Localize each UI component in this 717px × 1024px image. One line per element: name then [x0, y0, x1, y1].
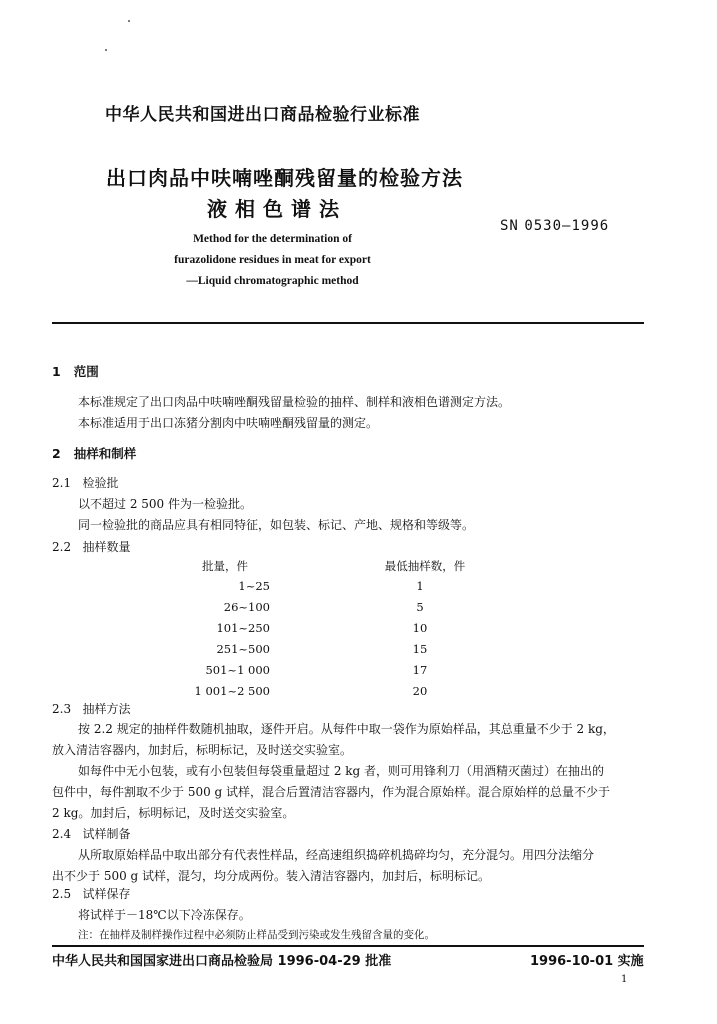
- subsection-title: 抽样方法: [82, 702, 131, 716]
- paragraph-line: 出不少于 500 g 试样，混匀，均分成两份。装入清洁容器内，加封后，标明标记。: [52, 869, 491, 883]
- section-number: 2: [52, 446, 61, 461]
- page-number: 1: [621, 974, 628, 985]
- table-cell-min-samples: 20: [412, 684, 428, 698]
- table-header-lot-size: 批量，件: [202, 559, 248, 573]
- english-title-line: furazolidone residues in meat for export: [174, 254, 371, 266]
- chinese-title: 出口肉品中呋喃唑酮残留量的检验方法: [106, 166, 463, 190]
- subsection-number: 2.1: [52, 476, 72, 490]
- table-cell-lot-size: 251~500: [216, 642, 270, 656]
- paragraph: 本标准适用于出口冻猪分割肉中呋喃唑酮残留量的测定。: [78, 416, 379, 430]
- subsection-heading: [52, 474, 119, 491]
- section-heading: [52, 362, 99, 380]
- english-title-line: Method for the determination of: [193, 233, 352, 245]
- table-cell-lot-size: 101~250: [216, 621, 270, 635]
- subsection-title: 抽样数量: [82, 540, 131, 554]
- paragraph-line: 从所取原始样品中取出部分有代表性样品，经高速组织捣碎机捣碎均匀，充分混匀。用四分法缩分: [78, 848, 595, 862]
- table-header-min-samples: 最低抽样数，件: [384, 559, 466, 573]
- table-cell-min-samples: 17: [412, 663, 428, 677]
- section-heading: [52, 444, 136, 462]
- subsection-title: 检验批: [82, 476, 119, 490]
- footer-divider: [52, 945, 644, 947]
- subsection-heading: [52, 538, 131, 555]
- subsection-number: 2.3: [52, 702, 72, 716]
- section-title: 抽样和制样: [73, 446, 137, 461]
- standard-code: [500, 218, 609, 234]
- subsection-title: 试样制备: [82, 827, 131, 841]
- paragraph: 本标准规定了出口肉品中呋喃唑酮残留量检验的抽样、制样和液相色谱测定方法。: [78, 395, 511, 409]
- english-title-line: —Liquid chromatographic method: [186, 275, 359, 287]
- paragraph-line: 包件中，每件割取不少于 500 g 试样，混合后置清洁容器内，作为混合原始样。混合原始样的总量不少于: [52, 785, 611, 799]
- paragraph-line: 按 2.2 规定的抽样件数随机抽取，逐件开启。从每件中取一袋作为原始样品，其总重量不少于 2 kg，: [78, 722, 615, 736]
- scan-speck: [105, 49, 107, 51]
- standard-code-number: 0530—1996: [524, 218, 610, 234]
- implementation-date: 1996-10-01 实施: [530, 954, 644, 969]
- table-cell-min-samples: 10: [412, 621, 428, 635]
- subsection-heading: [52, 885, 131, 902]
- table-cell-lot-size: 1~25: [238, 579, 270, 593]
- paragraph: 以不超过 2 500 件为一检验批。: [78, 497, 252, 511]
- approval-line: 中华人民共和国国家进出口商品检验局 1996-04-29 批准: [52, 954, 392, 969]
- paragraph-line: 如每件中无小包装，或有小包装但每袋重量超过 2 kg 者，则可用锋利刀（用酒精灭菌过）在抽出的: [78, 764, 605, 778]
- subsection-heading: [52, 825, 131, 842]
- section-number: 1: [52, 364, 61, 379]
- header-divider: [52, 322, 644, 324]
- standard-organization: 中华人民共和国进出口商品检验行业标准: [105, 105, 420, 125]
- subsection-title: 试样保存: [82, 887, 131, 901]
- scan-speck: [128, 20, 130, 22]
- subsection-number: 2.4: [52, 827, 72, 841]
- paragraph: 同一检验批的商品应具有相同特征，如包装、标记、产地、规格和等级等。: [78, 518, 475, 532]
- note: 注：在抽样及制样操作过程中必须防止样品受到污染或发生残留含量的变化。: [78, 929, 435, 941]
- chinese-subtitle: 液相色谱法: [207, 197, 347, 221]
- subsection-heading: [52, 700, 131, 717]
- paragraph-line: 2 kg。加封后，标明标记，及时送交实验室。: [52, 806, 295, 820]
- paragraph: 将试样于－18℃以下冷冻保存。: [78, 908, 251, 922]
- table-cell-lot-size: 26~100: [223, 600, 270, 614]
- table-cell-lot-size: 501~1 000: [205, 663, 270, 677]
- section-title: 范围: [73, 364, 99, 379]
- table-cell-lot-size: 1 001~2 500: [194, 684, 270, 698]
- subsection-number: 2.5: [52, 887, 72, 901]
- subsection-number: 2.2: [52, 540, 72, 554]
- paragraph-line: 放入清洁容器内，加封后，标明标记，及时送交实验室。: [52, 743, 353, 757]
- table-cell-min-samples: 15: [412, 642, 428, 656]
- table-cell-min-samples: 5: [416, 600, 424, 614]
- standard-code-prefix: SN: [500, 218, 519, 234]
- table-cell-min-samples: 1: [416, 579, 424, 593]
